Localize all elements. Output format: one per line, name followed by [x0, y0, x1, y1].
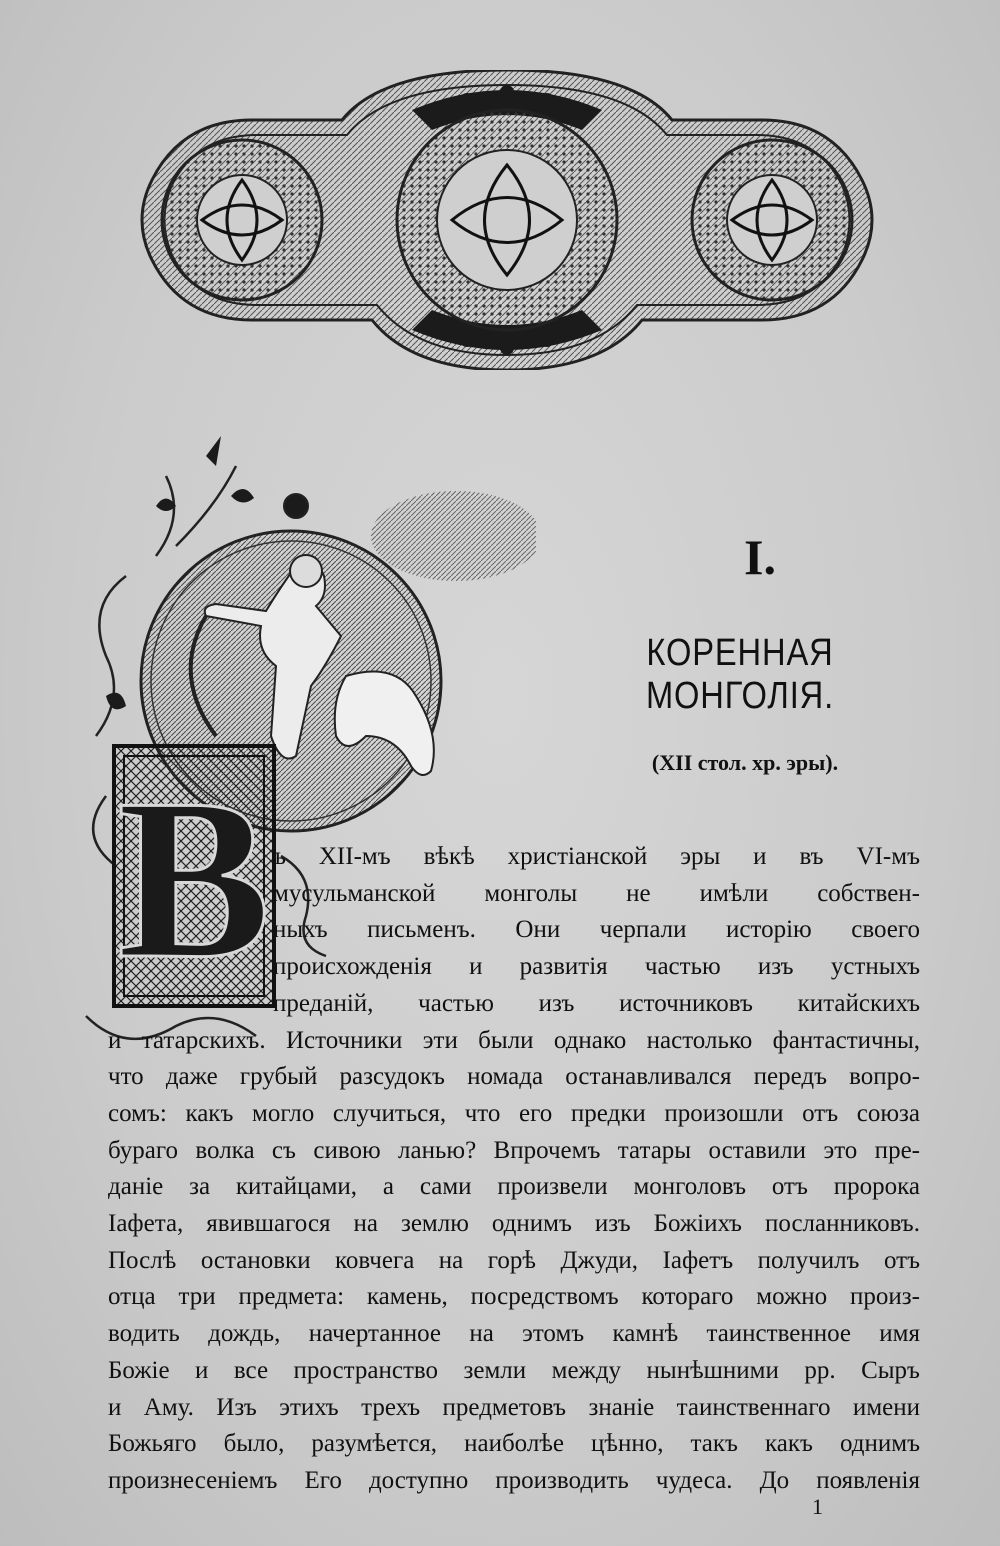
- text-line: ныхъ письменъ. Они черпали исторію своего: [273, 916, 920, 944]
- text-line: происхожденія и развитія частью изъ устныхъ: [273, 953, 920, 981]
- text-line: ъ XII-мъ вѣкѣ христіанской эры и въ VI-мъ: [273, 843, 920, 870]
- text-line: произнесеніемъ Его доступно производить чудеса. До появленія: [108, 1466, 920, 1494]
- ornamental-headpiece: [112, 70, 902, 370]
- text-line: бураго волка съ сивою ланью? Впрочемъ татары оставили это пре-: [108, 1136, 920, 1164]
- page-number: 1: [812, 1494, 823, 1519]
- chapter-title: КОРЕННАЯ МОНГОЛІЯ.: [645, 632, 835, 717]
- text-line: и татарскихъ. Источники эти были однако настолько фантастичны,: [108, 1026, 920, 1054]
- text-line: мусульманской монголы не имѣли собствен-: [273, 879, 920, 907]
- text-line: водить дождь, начертанное на этомъ камнѣ таинственное имя: [108, 1320, 920, 1348]
- text-line: Іафета, явившагося на землю однимъ изъ Божіихъ посланниковъ.: [108, 1210, 920, 1237]
- text-line: преданій, частью изъ источниковъ китайскихъ: [273, 989, 920, 1017]
- text-line: Божьяго было, разумѣется, наиболѣе цѣнно, такъ какъ однимъ: [108, 1430, 920, 1458]
- chapter-numeral: I.: [744, 529, 776, 585]
- text-line: даніе за китайцами, а сами произвели монголовъ отъ пророка: [108, 1173, 920, 1201]
- initial-letter: В: [117, 751, 271, 1006]
- text-line: отца три предмета: камень, посредствомъ котораго можно произ-: [108, 1283, 920, 1311]
- text-line: что даже грубый разсудокъ номада останавливался передъ вопро-: [108, 1063, 920, 1091]
- text-line: и Аму. Изъ этихъ трехъ предметовъ знаніе таинственнаго имени: [108, 1393, 920, 1421]
- text-line: Послѣ остановки ковчега на горѣ Джуди, Іафетъ получилъ отъ: [108, 1246, 920, 1274]
- text-line: сомъ: какъ могло случиться, что его предки произошли отъ союза: [108, 1099, 920, 1127]
- text-line: Божіе и все пространство земли между нынѣшними рр. Сыръ: [108, 1356, 920, 1384]
- chapter-subtitle: (XII стол. хр. эры).: [651, 750, 839, 775]
